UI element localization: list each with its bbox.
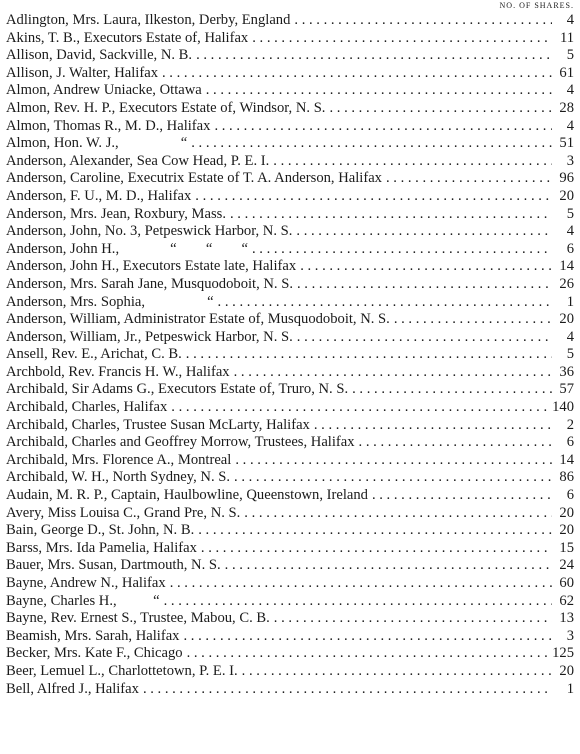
shareholder-row (6, 399, 574, 417)
dot-leader (352, 381, 552, 399)
dot-leader (234, 469, 552, 487)
share-count: 6 (566, 487, 574, 504)
share-count: 20 (559, 311, 574, 328)
shareholder-name: Avery, Miss Louisa C., Grand Pre, N. S. (6, 504, 241, 521)
share-count: 5 (566, 346, 574, 363)
share-count: 26 (559, 275, 574, 292)
dot-leader (201, 540, 552, 558)
dot-leader (386, 170, 552, 188)
dot-leader (162, 65, 552, 83)
share-count: 6 (566, 434, 574, 451)
share-count: 11 (559, 29, 574, 46)
shareholder-name: Archibald, Sir Adams G., Executors Estate of, Truro, N. S. (6, 381, 349, 398)
dot-leader (186, 346, 552, 364)
shareholder-name: Beamish, Mrs. Sarah, Halifax (6, 627, 180, 644)
dot-leader (206, 82, 552, 100)
shareholder-row (6, 294, 574, 312)
share-count: 2 (566, 416, 574, 433)
share-count: 20 (559, 504, 574, 521)
share-count: 20 (559, 187, 574, 204)
shareholder-name: Archibald, Charles and Geoffrey Morrow, Trustees, Halifax (6, 434, 355, 451)
share-count: 13 (559, 610, 574, 627)
share-count: 36 (559, 363, 574, 380)
shareholder-name: Anderson, John H., Executors Estate late, Halifax (6, 258, 297, 275)
shareholder-name: Anderson, F. U., M. D., Halifax (6, 187, 192, 204)
shareholder-row (6, 557, 574, 575)
shareholder-row (6, 12, 574, 30)
shareholder-name: Anderson, Mrs. Sarah Jane, Musquodoboit, N. S. (6, 275, 293, 292)
shareholder-row (6, 170, 574, 188)
shareholder-row (6, 469, 574, 487)
shareholder-name: Bayne, Charles H., “ (6, 592, 160, 609)
shareholder-name: Bauer, Mrs. Susan, Dartmouth, N. S. (6, 557, 221, 574)
shareholder-row (6, 241, 574, 259)
dot-leader (242, 663, 552, 681)
shareholder-row (6, 452, 574, 470)
dot-leader (170, 575, 552, 593)
shareholder-row (6, 681, 574, 699)
shareholder-row (6, 610, 574, 628)
shareholder-name: Bayne, Rev. Ernest S., Trustee, Mabou, C. B. (6, 610, 270, 627)
share-count: 140 (552, 399, 574, 416)
shareholder-name: Audain, M. R. P., Captain, Haulbowline, Queenstown, Ireland (6, 487, 368, 504)
shareholder-name: Ansell, Rev. E., Arichat, C. B. (6, 346, 182, 363)
share-count: 5 (566, 205, 574, 222)
share-count: 14 (559, 451, 574, 468)
dot-leader (314, 417, 552, 435)
dot-leader (297, 329, 552, 347)
shareholder-row (6, 206, 574, 224)
dot-leader (296, 223, 552, 241)
dot-leader (394, 311, 552, 329)
shareholder-name: Allison, David, Sackville, N. B. (6, 47, 193, 64)
shareholder-name: Anderson, John H., “ “ “ (6, 240, 248, 257)
share-count: 5 (566, 47, 574, 64)
dot-leader (195, 188, 552, 206)
shareholder-name: Anderson, Alexander, Sea Cow Head, P. E. I. (6, 152, 270, 169)
dot-leader (143, 681, 552, 699)
share-count: 96 (559, 170, 574, 187)
shareholder-row (6, 628, 574, 646)
share-count: 20 (559, 522, 574, 539)
shareholder-name: Almon, Rev. H. P., Executors Estate of, Windsor, N. S. (6, 99, 326, 116)
shareholder-row (6, 505, 574, 523)
dot-leader (218, 294, 552, 312)
shareholder-name: Anderson, Mrs. Sophia, “ (6, 293, 214, 310)
shareholder-name: Adlington, Mrs. Laura, Ilkeston, Derby, England (6, 12, 291, 28)
dot-leader (225, 557, 552, 575)
shareholder-name: Beer, Lemuel L., Charlottetown, P. E. I. (6, 662, 238, 679)
shareholder-row (6, 153, 574, 171)
shareholder-name: Becker, Mrs. Kate F., Chicago (6, 645, 183, 662)
shareholder-row (6, 593, 574, 611)
share-count: 4 (566, 223, 574, 240)
shareholder-row (6, 540, 574, 558)
dot-leader (300, 258, 552, 276)
shareholder-row (6, 663, 574, 681)
shareholder-name: Anderson, John, No. 3, Petpeswick Harbor, N. S. (6, 223, 293, 240)
shareholder-name: Bayne, Andrew N., Halifax (6, 575, 166, 591)
share-count: 61 (559, 64, 574, 81)
shareholder-row (6, 82, 574, 100)
shareholder-row (6, 311, 574, 329)
share-count: 1 (566, 293, 574, 310)
shareholder-row (6, 417, 574, 435)
share-count: 24 (559, 557, 574, 574)
shareholder-row (6, 487, 574, 505)
shareholder-row (6, 65, 574, 83)
dot-leader (294, 12, 552, 30)
share-count: 57 (559, 381, 574, 398)
dot-leader (329, 100, 552, 118)
shareholder-row (6, 188, 574, 206)
shareholder-name: Anderson, Caroline, Executrix Estate of T. A. Anderson, Halifax (6, 170, 382, 187)
share-count: 14 (559, 258, 574, 275)
dot-leader (164, 593, 552, 611)
share-count: 4 (566, 328, 574, 345)
share-count: 3 (566, 627, 574, 644)
shareholder-row (6, 364, 574, 382)
shareholder-row (6, 100, 574, 118)
share-count: 62 (559, 592, 574, 609)
dot-leader (234, 364, 552, 382)
shareholder-name: Barss, Mrs. Ida Pamelia, Halifax (6, 539, 197, 556)
share-count: 20 (559, 662, 574, 679)
shareholder-name: Akins, T. B., Executors Estate of, Halifax (6, 29, 249, 46)
dot-leader (252, 30, 552, 48)
shareholder-row (6, 575, 574, 593)
share-count: 60 (559, 575, 574, 591)
shareholder-row (6, 118, 574, 136)
shareholder-row (6, 47, 574, 65)
shareholder-name: Almon, Andrew Uniacke, Ottawa (6, 82, 202, 99)
dot-leader (214, 118, 552, 136)
dot-leader (183, 628, 552, 646)
share-count: 86 (559, 469, 574, 486)
dot-leader (297, 276, 552, 294)
dot-leader (273, 153, 552, 171)
shareholder-name: Archibald, Mrs. Florence A., Montreal (6, 451, 232, 468)
share-count: 125 (552, 645, 574, 662)
shareholder-row (6, 645, 574, 663)
dot-leader (187, 645, 549, 663)
shareholder-name: Bain, George D., St. John, N. B. (6, 522, 195, 539)
dot-leader (359, 434, 552, 452)
share-count: 15 (559, 539, 574, 556)
share-count: 28 (559, 99, 574, 116)
dot-leader (235, 452, 552, 470)
dot-leader (230, 206, 552, 224)
share-count: 4 (566, 12, 574, 28)
shares-column-header: NO. OF SHARES. (499, 1, 574, 10)
shareholder-row (6, 329, 574, 347)
shareholder-row (6, 30, 574, 48)
shareholder-name: Anderson, William, Administrator Estate of, Musquodoboit, N. S. (6, 311, 390, 328)
shareholder-name: Archibald, Charles, Halifax (6, 399, 168, 416)
shareholder-name: Anderson, William, Jr., Petpeswick Harbor, N. S. (6, 328, 293, 345)
shareholder-row (6, 434, 574, 452)
dot-leader (372, 487, 552, 505)
shareholder-row (6, 522, 574, 540)
shareholder-list (6, 12, 574, 698)
dot-leader (244, 505, 552, 523)
dot-leader (191, 135, 552, 153)
shareholder-name: Anderson, Mrs. Jean, Roxbury, Mass. (6, 205, 226, 222)
shareholder-row (6, 258, 574, 276)
shareholder-name: Allison, J. Walter, Halifax (6, 64, 158, 81)
dot-leader (198, 522, 552, 540)
shareholder-name: Almon, Hon. W. J., “ (6, 135, 188, 152)
share-count: 1 (566, 680, 574, 697)
shareholder-row (6, 276, 574, 294)
dot-leader (274, 610, 552, 628)
shareholder-row (6, 135, 574, 153)
dot-leader (196, 47, 552, 65)
shareholder-name: Bell, Alfred J., Halifax (6, 680, 139, 697)
share-count: 51 (559, 135, 574, 152)
share-count: 3 (566, 152, 574, 169)
shareholder-name: Archbold, Rev. Francis H. W., Halifax (6, 363, 230, 380)
shareholder-name: Archibald, Charles, Trustee Susan McLarty, Halifax (6, 416, 310, 433)
share-count: 4 (566, 117, 574, 134)
shareholder-row (6, 381, 574, 399)
share-count: 6 (566, 240, 574, 257)
shareholder-name: Almon, Thomas R., M. D., Halifax (6, 117, 211, 134)
dot-leader (171, 399, 548, 417)
shareholder-row (6, 346, 574, 364)
shareholder-row (6, 223, 574, 241)
shareholder-name: Archibald, W. H., North Sydney, N. S. (6, 469, 231, 486)
dot-leader (252, 241, 552, 259)
share-count: 4 (566, 82, 574, 99)
